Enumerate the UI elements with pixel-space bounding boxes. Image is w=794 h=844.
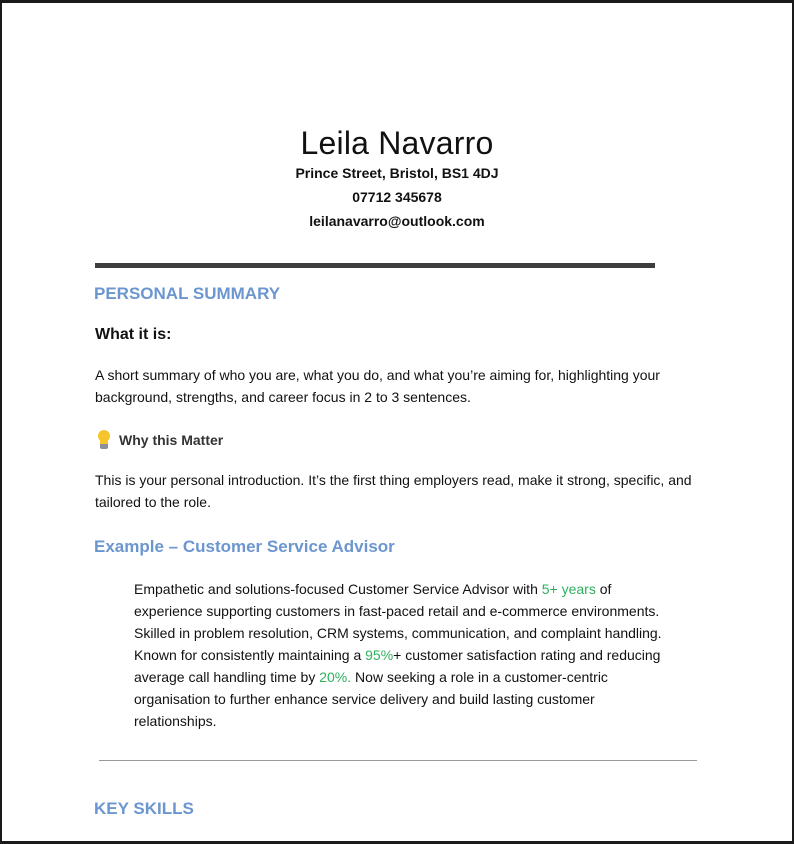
key-skills-heading: KEY SKILLS — [94, 799, 194, 818]
contact-phone: 07712 345678 — [352, 189, 442, 205]
header-divider — [95, 263, 655, 268]
highlight-call-time: 20%. — [319, 669, 352, 685]
why-this-matters — [95, 430, 223, 450]
candidate-name: Leila Navarro — [300, 125, 494, 161]
contact-address: Prince Street, Bristol, BS1 4DJ — [295, 165, 499, 181]
what-it-is-text: A short summary of who you are, what you do, and what you’re aiming for, highlighting your background, strengths, and career focus in 2 to 3 sentences. — [95, 367, 660, 405]
lightbulb-icon — [95, 430, 113, 450]
personal-summary-heading: PERSONAL SUMMARY — [94, 284, 281, 303]
why-this-matters-label: Why this Matter — [119, 432, 224, 448]
what-it-is-label: What it is: — [95, 326, 172, 343]
highlight-years: 5+ years — [541, 581, 596, 597]
example-summary-text: Empathetic and solutions-focused Customer Service Advisor with 5+ years of experience supporting customers in fast-paced retail and e-commerce environments. Skilled in problem resolution, CRM systems, communication, and complaint handling. Known for consistently maintaining a 95%+ customer satisfaction rating and reducing average call handling time by 20%. Now seeking a role in a customer-centric organisation to further enhance service delivery and build lasting customer relationships. — [134, 581, 662, 729]
contact-email: leilanavarro@outlook.com — [309, 213, 485, 229]
highlight-satisfaction: 95% — [365, 647, 394, 663]
section-divider — [99, 760, 697, 761]
why-this-matters-text: This is your personal introduction. It’s the first thing employers read, make it strong, specific, and tailored to the role. — [95, 472, 692, 510]
cv-page — [2, 3, 792, 841]
example-heading: Example – Customer Service Advisor — [94, 537, 395, 556]
